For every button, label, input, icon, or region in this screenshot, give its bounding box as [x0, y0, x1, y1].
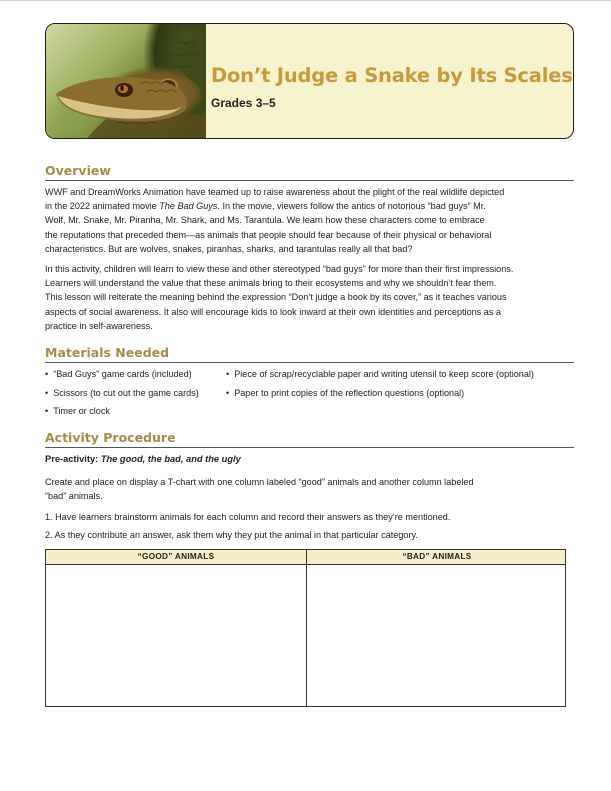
pre-activity-name: The good, the bad, and the ugly: [100, 454, 241, 464]
page-title: Don’t Judge a Snake by Its Scales: [211, 64, 573, 87]
text-line: Learners will understand the value that these animals bring to their ecosystems and why we shouldn’t fear them.: [45, 278, 497, 289]
list-item: • Timer or clock: [45, 402, 199, 421]
list-item: • Scissors (to cut out the game cards): [45, 384, 199, 403]
overview-paragraph-2: [45, 262, 575, 333]
bad-animals-label: “BAD” ANIMALS: [402, 552, 472, 561]
list-item: • Paper to print copies of the reflection questions (optional): [226, 384, 534, 403]
list-item: • Piece of scrap/recyclable paper and writing utensil to keep score (optional): [226, 365, 534, 384]
text-line: characteristics. But are wolves, snakes, piranhas, sharks, and tarantulas really all that bad?: [45, 243, 413, 254]
text-line: Wolf, Mr. Snake, Mr. Piranha, Mr. Shark, and Ms. Tarantula. We learn how these characters come to embrace: [45, 215, 485, 226]
text-line: WWF and DreamWorks Animation have teamed up to raise awareness about the plight of the real wildlife depicted: [45, 187, 505, 197]
list-item: • “Bad Guys” game cards (included): [45, 365, 199, 384]
t-chart: [45, 549, 566, 707]
text-line: [45, 199, 575, 213]
procedure-step-2: 2. As they contribute an answer, ask them why they put the animal in that particular category.: [45, 530, 418, 540]
procedure-step-1: 1. Have learners brainstorm animals for each column and record their answers as they’re mentioned.: [45, 512, 451, 522]
t-chart-divider: [306, 550, 307, 706]
procedure-heading: Activity Procedure: [45, 430, 574, 448]
overview-heading: Overview: [45, 163, 574, 181]
snake-photo: [46, 24, 206, 139]
text-line: practice in self-awareness.: [45, 320, 153, 331]
text-line: This lesson will reiterate the meaning behind the expression “Don’t judge a book by its cover,” as it teaches various: [45, 292, 507, 303]
grade-level: Grades 3–5: [211, 96, 276, 110]
overview-paragraph-1: [45, 185, 575, 256]
text-line: the reputations that preceded them—as animals that people should fear because of their physical or behavioral: [45, 229, 492, 240]
text-span: . In the movie, viewers follow the antics of notorious “bad guys” Mr.: [217, 201, 486, 212]
text-span: in the 2022 animated movie: [45, 201, 160, 212]
pre-activity-label: Pre-activity:: [45, 454, 101, 464]
materials-list-right: [226, 365, 534, 402]
pre-activity-title: [45, 454, 241, 464]
good-animals-label: “GOOD” ANIMALS: [137, 552, 215, 561]
procedure-intro: [45, 475, 575, 503]
text-line: aspects of social awareness. It also will encourage kids to look inward at their own identities and perceptions as a: [45, 306, 501, 317]
text-line: “bad” animals.: [45, 491, 103, 502]
movie-title: The Bad Guys: [159, 201, 218, 212]
materials-list-left: [45, 365, 199, 421]
top-rule: [0, 0, 611, 1]
title-banner: [45, 23, 574, 139]
materials-heading: Materials Needed: [45, 345, 574, 363]
text-line: In this activity, children will learn to view these and other stereotyped “bad guys” for more than their first impressions.: [45, 264, 514, 274]
text-line: Create and place on display a T-chart with one column labeled “good” animals and another column labeled: [45, 477, 474, 487]
